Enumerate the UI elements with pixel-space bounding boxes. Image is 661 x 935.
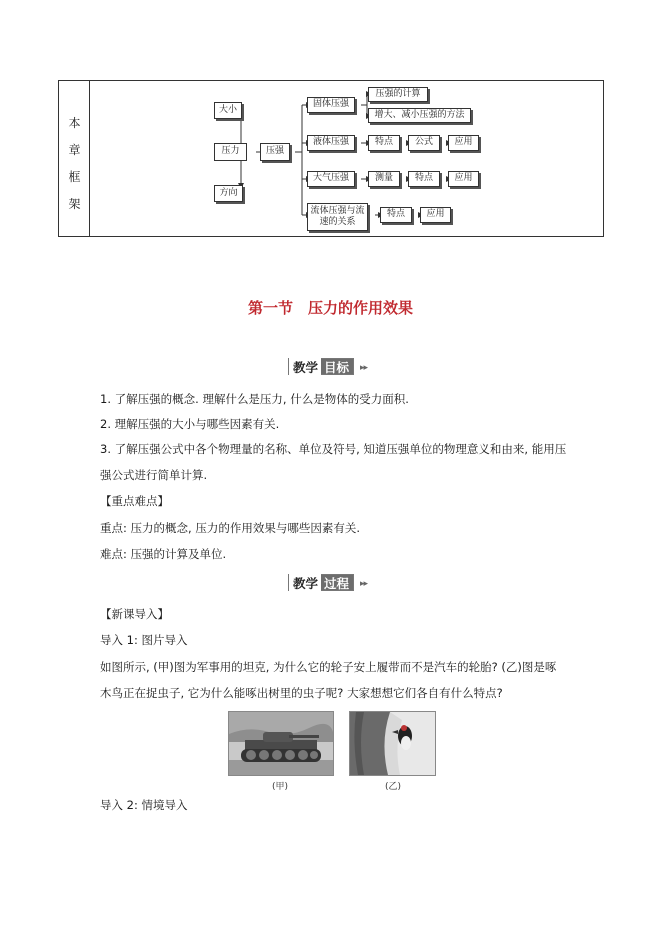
- node-liquid-application: 应用: [448, 135, 479, 151]
- node-fluid-application: 应用: [420, 207, 451, 223]
- teaching-process-banner: [288, 574, 354, 591]
- woodpecker-caption: (乙): [385, 782, 402, 792]
- node-force: 压力: [214, 143, 247, 161]
- node-solid-pressure: 固体压强: [307, 97, 355, 113]
- intro1-title: 导入 1: 图片导入: [100, 633, 188, 647]
- key-points-heading: 【重点难点】: [100, 494, 169, 508]
- tank-caption: (甲): [272, 782, 289, 792]
- node-pressure-calculation: 压强的计算: [368, 87, 428, 102]
- banner-arrow-icon: ▸▸: [360, 363, 368, 373]
- goal-item: 强公式进行简单计算.: [100, 468, 208, 482]
- framework-label-char: 架: [68, 197, 81, 211]
- banner-arrow-icon: ▸▸: [360, 579, 368, 589]
- framework-label-char: 框: [68, 170, 81, 184]
- node-liquid-formula: 公式: [408, 135, 440, 151]
- intro1-text: 如图所示, (甲)图为军事用的坦克, 为什么它的轮子安上履带而不是汽车的轮胎? (乙)图是啄: [100, 660, 557, 674]
- new-lesson-heading: 【新课导入】: [100, 607, 169, 621]
- node-atmospheric-pressure: 大气压强: [307, 171, 355, 187]
- chapter-framework-table: [58, 80, 604, 237]
- goal-item: 3. 了解压强公式中各个物理量的名称、单位及符号, 知道压强单位的物理意义和由来, 能用压: [100, 442, 567, 456]
- banner-part: 教学: [289, 574, 321, 592]
- node-magnitude: 大小: [214, 102, 242, 119]
- node-liquid-feature: 特点: [368, 135, 400, 151]
- node-change-pressure-methods: 增大、减小压强的方法: [368, 108, 471, 123]
- intro1-text: 木鸟正在捉虫子, 它为什么能啄出树里的虫子呢? 大家想想它们各自有什么特点?: [100, 686, 503, 700]
- woodpecker-photo: [349, 711, 436, 776]
- node-fluid-pressure-flow: 流体压强与流速的关系: [307, 203, 368, 231]
- banner-part-highlight: 过程: [321, 575, 353, 590]
- banner-part-highlight: 目标: [321, 359, 353, 374]
- node-atmospheric-feature: 特点: [408, 171, 440, 187]
- teaching-goals-banner: [288, 358, 354, 375]
- node-atmospheric-measure: 测量: [368, 171, 400, 187]
- intro2-title: 导入 2: 情境导入: [100, 798, 188, 812]
- node-atmospheric-application: 应用: [448, 171, 479, 187]
- node-liquid-pressure: 液体压强: [307, 135, 355, 151]
- node-pressure: 压强: [260, 143, 290, 161]
- node-fluid-feature: 特点: [380, 207, 412, 223]
- key-point-focus: 重点: 压力的概念, 压力的作用效果与哪些因素有关.: [100, 521, 360, 535]
- goal-item: 1. 了解压强的概念. 理解什么是压力, 什么是物体的受力面积.: [100, 392, 409, 406]
- section-title: 第一节 压力的作用效果: [247, 299, 413, 317]
- key-point-difficulty: 难点: 压强的计算及单位.: [100, 547, 227, 561]
- framework-label-char: 章: [68, 143, 81, 157]
- goal-item: 2. 理解压强的大小与哪些因素有关.: [100, 417, 280, 431]
- framework-label-char: 本: [68, 116, 81, 130]
- tank-photo: [228, 711, 334, 776]
- framework-label-column: [59, 81, 90, 236]
- banner-part: 教学: [289, 358, 321, 376]
- node-direction: 方向: [214, 185, 243, 202]
- concept-map: [90, 81, 604, 236]
